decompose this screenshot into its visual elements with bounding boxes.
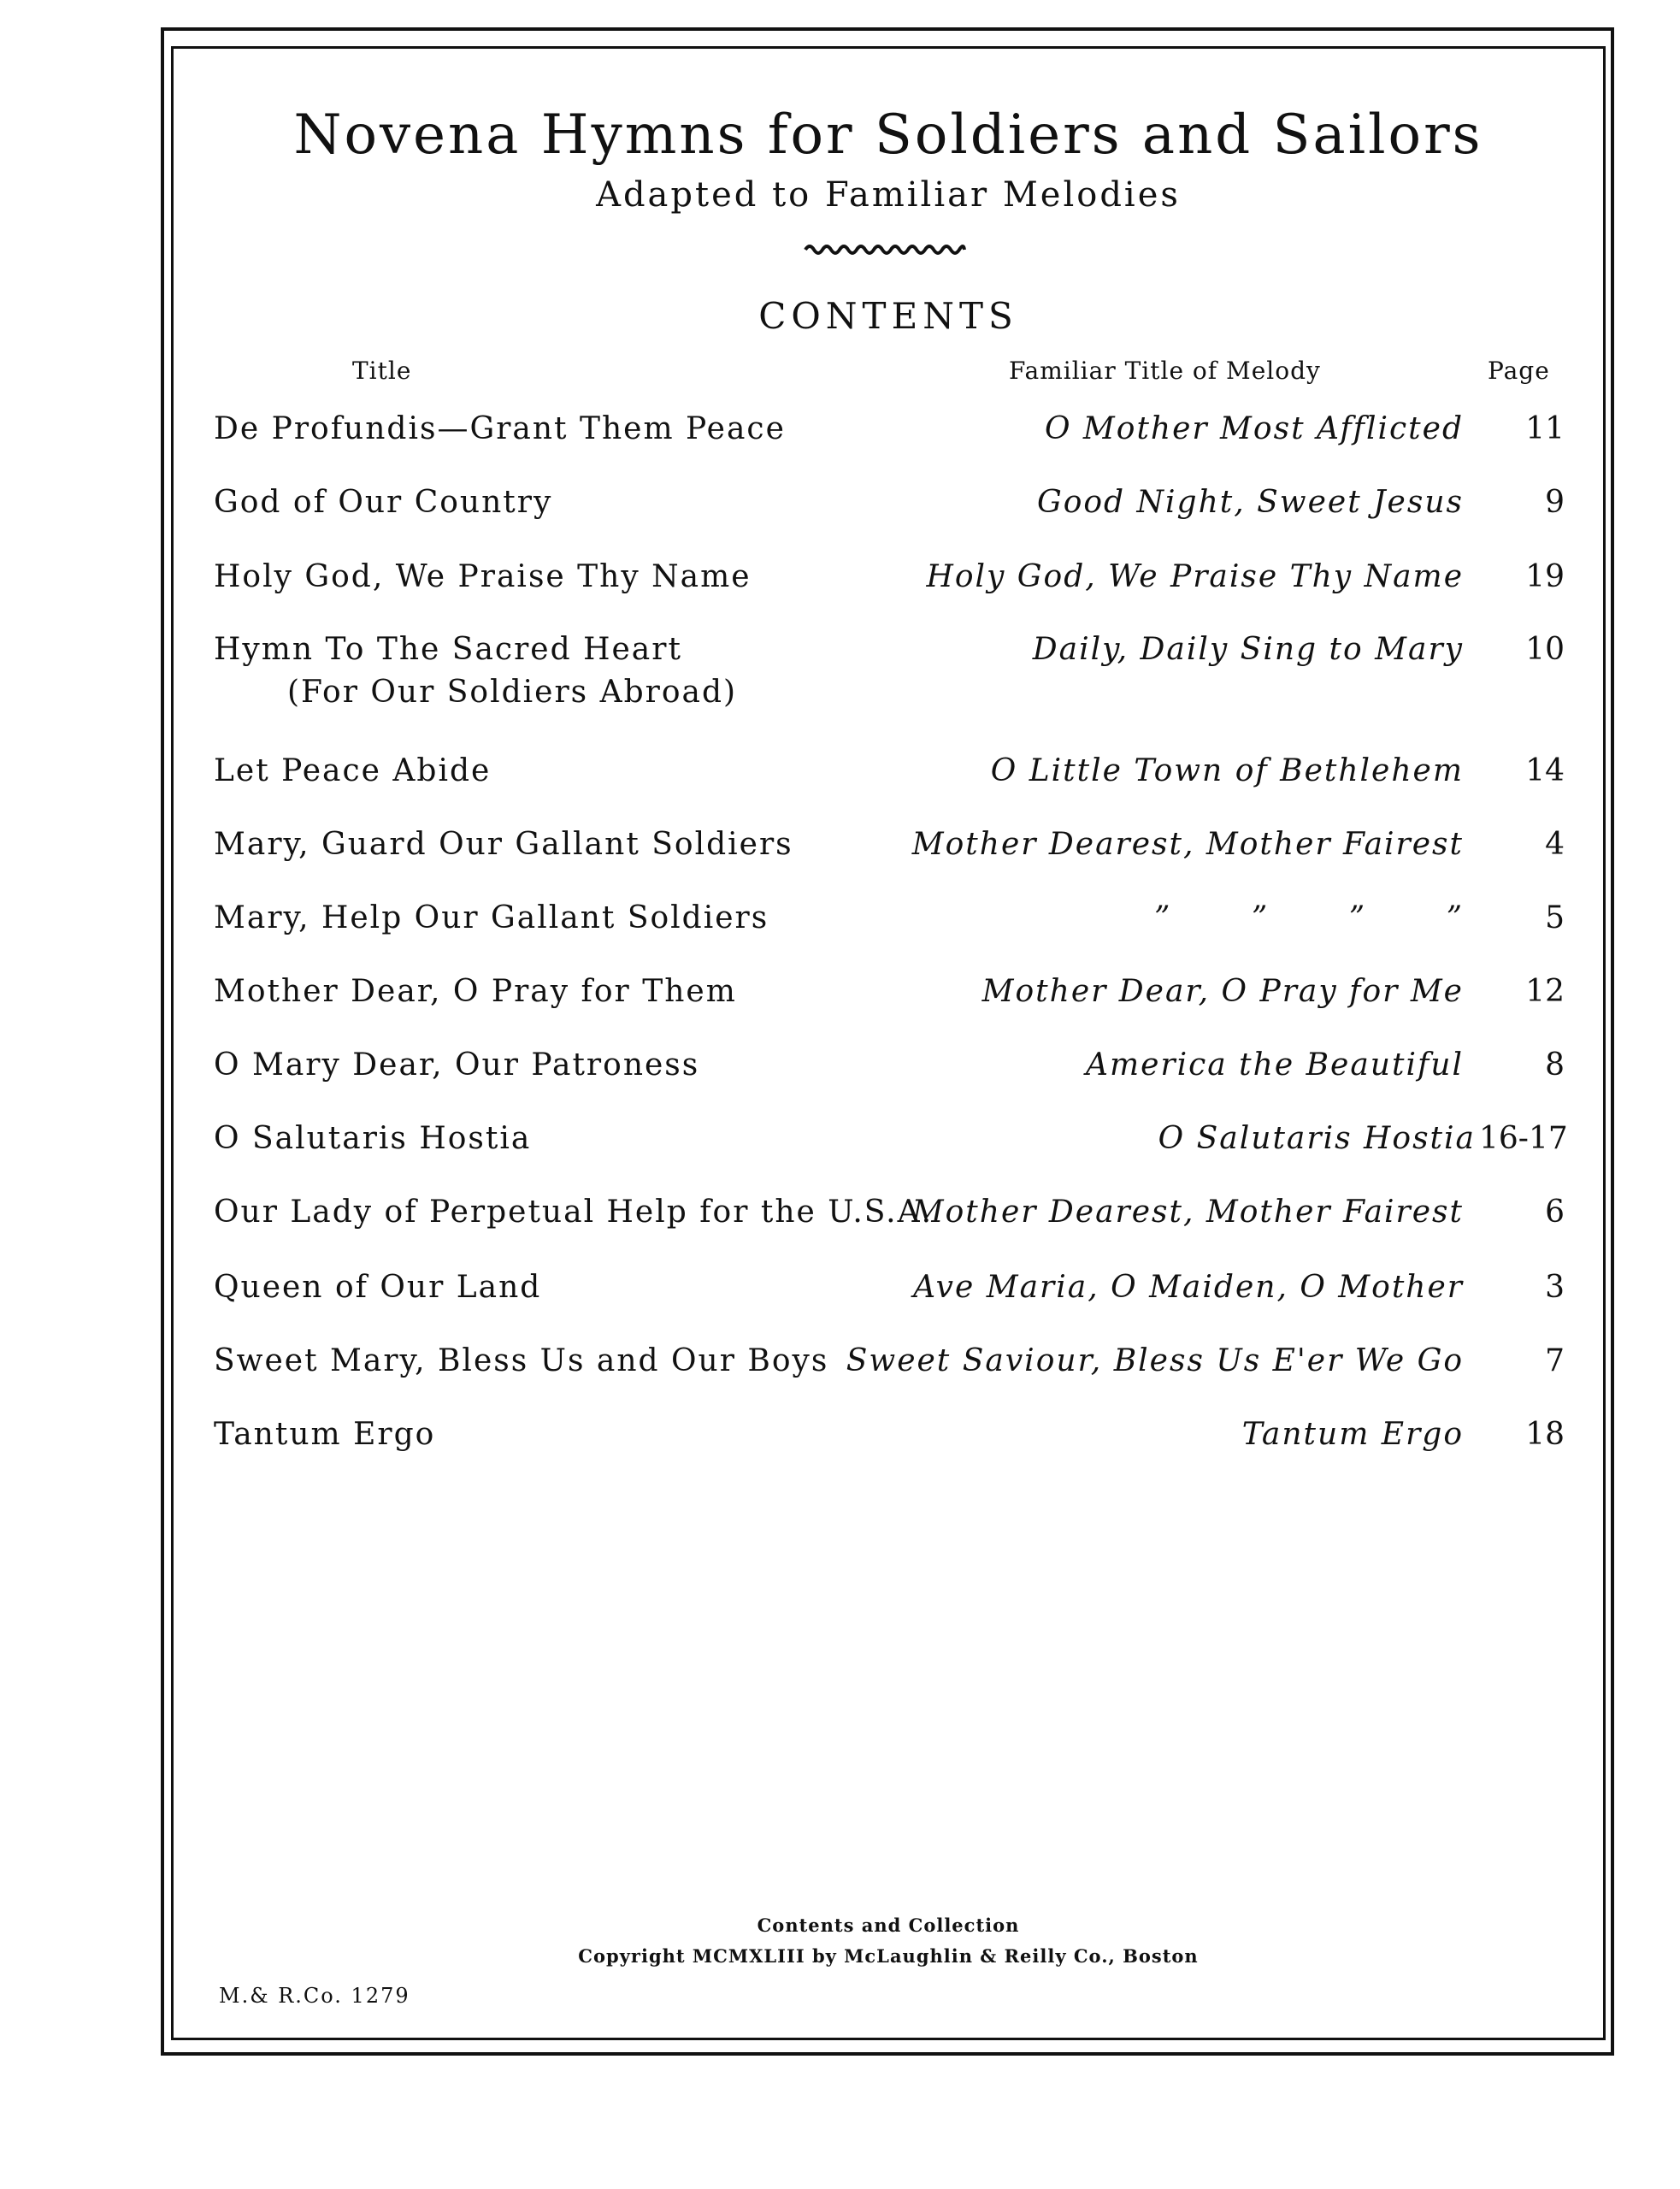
page-number: 18 <box>1525 1417 1565 1452</box>
page-title: Novena Hymns for Soldiers and Sailors <box>293 103 1483 167</box>
hymn-title: O Salutaris Hostia <box>214 1121 532 1156</box>
melody-title: Good Night, Sweet Jesus <box>1036 485 1464 520</box>
page-number: 19 <box>1525 559 1565 594</box>
melody-title: America the Beautiful <box>1085 1047 1464 1083</box>
contents-row <box>214 1045 1565 1096</box>
melody-title: O Salutaris Hostia <box>1158 1121 1476 1156</box>
melody-title: Ave Maria, O Maiden, O Mother <box>913 1270 1464 1305</box>
column-header-melody: Familiar Title of Melody <box>1009 357 1321 385</box>
page-number: 3 <box>1545 1270 1565 1305</box>
page-number: 9 <box>1545 485 1565 520</box>
melody-title: Mother Dear, O Pray for Me <box>981 974 1464 1009</box>
page-number: 12 <box>1525 974 1565 1009</box>
page-subtitle: Adapted to Familiar Melodies <box>596 175 1181 215</box>
hymn-title: Hymn To The Sacred Heart <box>214 632 682 667</box>
page-number: 14 <box>1525 753 1565 788</box>
page-number: 6 <box>1545 1195 1565 1230</box>
hymn-title: Mary, Guard Our Gallant Soldiers <box>214 827 793 862</box>
contents-row <box>214 1414 1565 1466</box>
contents-row <box>214 824 1565 876</box>
page-number: 5 <box>1545 900 1565 935</box>
contents-row <box>214 1267 1565 1319</box>
hymn-title: Let Peace Abide <box>214 753 492 788</box>
contents-row <box>214 1192 1565 1243</box>
copyright-notice <box>171 1910 1606 1972</box>
page-number: 8 <box>1545 1047 1565 1083</box>
hymn-title: Mother Dear, O Pray for Them <box>214 974 737 1009</box>
copyright-line-1: Contents and Collection <box>757 1915 1020 1936</box>
hymn-title: Queen of Our Land <box>214 1270 542 1305</box>
melody-title: Sweet Saviour, Bless Us E'er We Go <box>846 1343 1464 1378</box>
hymn-title: Sweet Mary, Bless Us and Our Boys <box>214 1343 829 1378</box>
melody-title: Mother Dearest, Mother Fairest <box>911 1195 1464 1230</box>
contents-heading: CONTENTS <box>758 295 1018 337</box>
melody-title: Holy God, We Praise Thy Name <box>926 559 1464 594</box>
contents-row <box>214 557 1565 608</box>
column-header-page: Page <box>1488 357 1550 385</box>
copyright-line-2: Copyright MCMXLIII by McLaughlin & Reilly Co., Boston <box>578 1945 1199 1967</box>
hymn-title: Holy God, We Praise Thy Name <box>214 559 752 594</box>
hymn-title: Mary, Help Our Gallant Soldiers <box>214 900 769 935</box>
hymn-title: Our Lady of Perpetual Help for the U.S.A. <box>214 1195 934 1230</box>
hymn-title: De Profundis—Grant Them Peace <box>214 411 786 446</box>
contents-row <box>214 898 1565 949</box>
page-number: 10 <box>1525 632 1565 667</box>
contents-row <box>214 409 1565 460</box>
melody-title: Mother Dearest, Mother Fairest <box>911 827 1464 862</box>
hymn-title: Tantum Ergo <box>214 1417 436 1452</box>
page-number: 4 <box>1545 827 1565 862</box>
contents-row <box>214 1341 1565 1392</box>
contents-row <box>214 482 1565 534</box>
page-number: 11 <box>1525 411 1565 446</box>
hymn-title: O Mary Dear, Our Patroness <box>214 1047 700 1083</box>
contents-row <box>214 971 1565 1023</box>
page-number: 16-17 <box>1479 1121 1568 1156</box>
melody-title: Tantum Ergo <box>1241 1417 1464 1452</box>
melody-ditto-marks: ” ” ” ” <box>1154 900 1464 935</box>
melody-title: O Mother Most Afflicted <box>1044 411 1464 446</box>
contents-row <box>214 1118 1568 1170</box>
contents-row <box>214 629 1565 723</box>
hymn-title-second-line: (For Our Soldiers Abroad) <box>287 675 738 710</box>
catalog-number: M.& R.Co. 1279 <box>219 1984 410 2008</box>
melody-title: O Little Town of Bethlehem <box>990 753 1464 788</box>
melody-title: Daily, Daily Sing to Mary <box>1032 632 1464 667</box>
column-header-title: Title <box>352 357 412 385</box>
hymn-title: God of Our Country <box>214 485 553 520</box>
page-number: 7 <box>1545 1343 1565 1378</box>
contents-row <box>214 751 1565 802</box>
